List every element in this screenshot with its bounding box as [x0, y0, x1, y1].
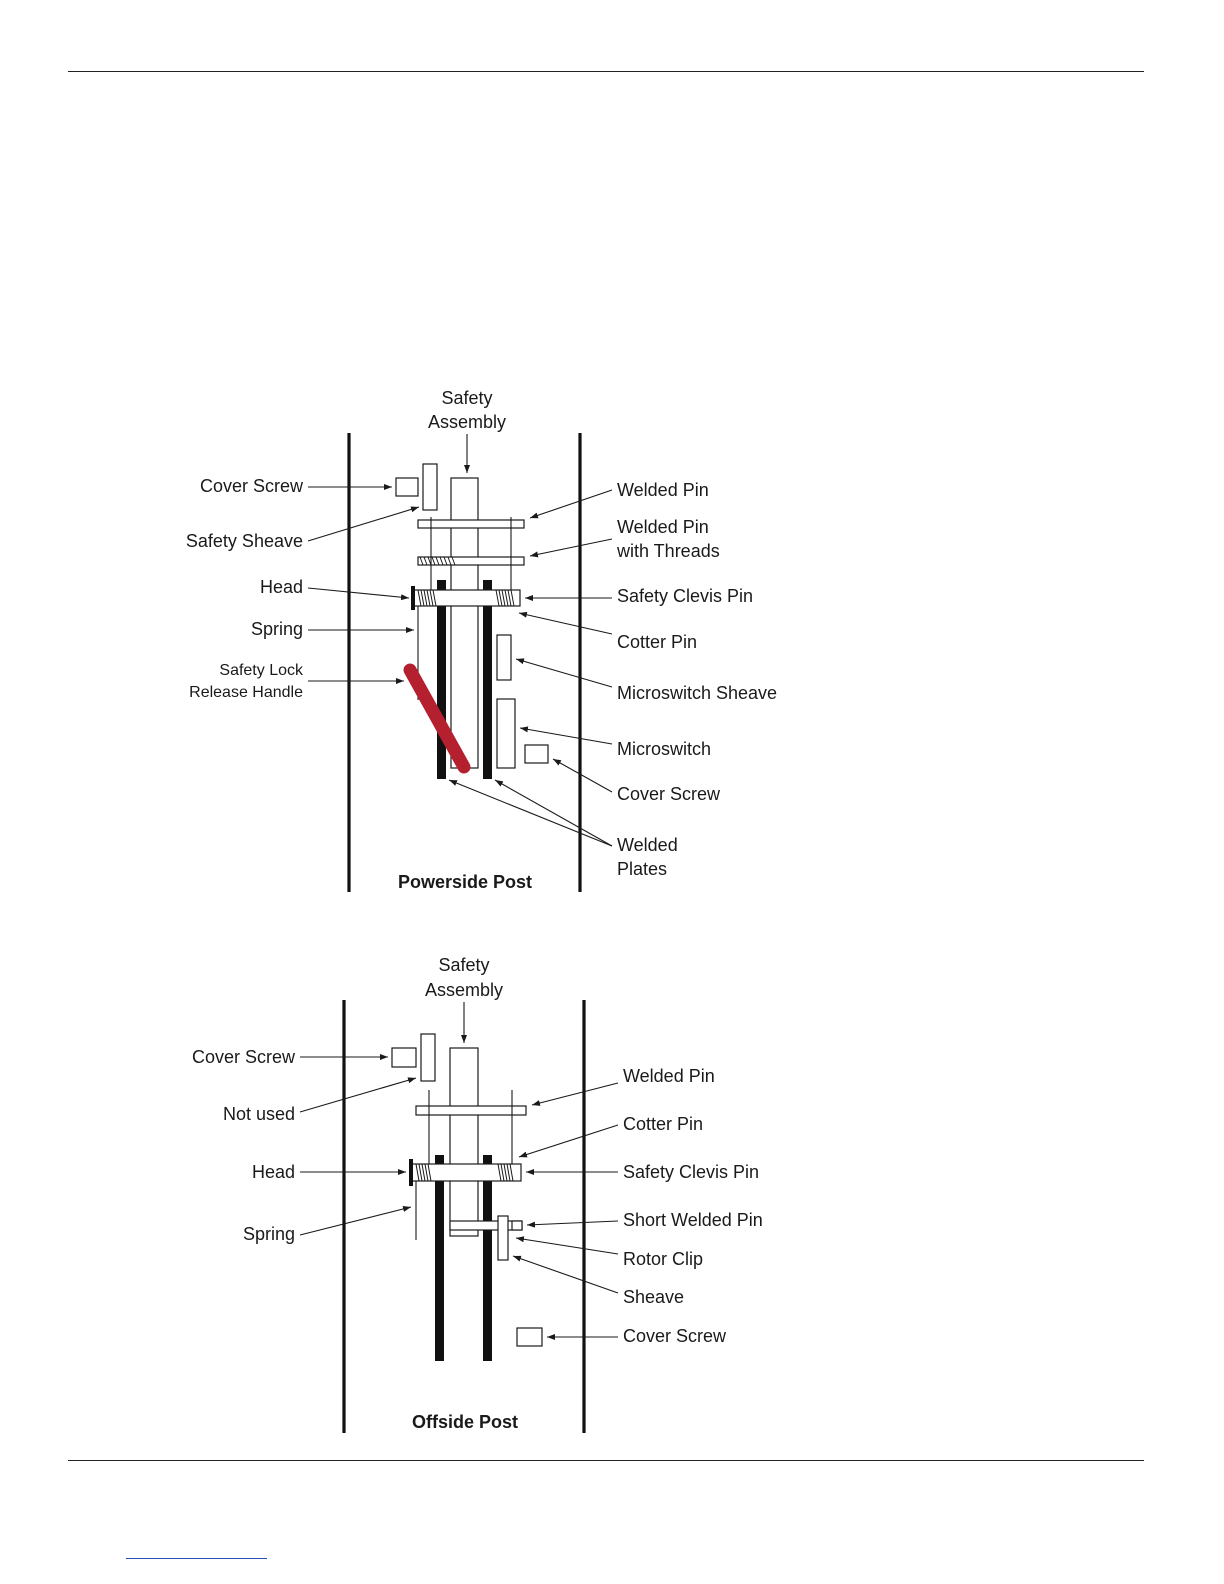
- offside-sheave-label: Sheave: [623, 1287, 685, 1307]
- powerside-post-diagram: [186, 388, 777, 892]
- offside-safety-assembly-bar: [450, 1048, 478, 1236]
- powerside-welded-plates-label-2: Plates: [617, 859, 668, 879]
- powerside-cotter-pin-label: Cotter Pin: [617, 632, 698, 652]
- offside-welded-pin-label: Welded Pin: [623, 1066, 715, 1086]
- offside-cotter-pin-leader: [519, 1125, 618, 1157]
- powerside-microswitch: [497, 699, 515, 768]
- offside-cover-screw-label: Cover Screw: [191, 1047, 295, 1067]
- powerside-cover-screw-right-leader: [553, 759, 612, 792]
- powerside-cover-screw-right-label: Cover Screw: [617, 784, 721, 804]
- powerside-safety-assembly-label-1: Safety: [441, 388, 493, 408]
- offside-sheave: [498, 1216, 508, 1260]
- powerside-release-handle-label-1: Safety Lock: [219, 662, 303, 679]
- offside-safety-assembly-label-1: Safety: [438, 955, 490, 975]
- offside-welded-plate-right: [483, 1155, 492, 1361]
- powerside-welded-pin-label: Welded Pin: [617, 480, 709, 500]
- powerside-microswitch-sheave: [497, 635, 511, 680]
- offside-cotter-pin-label: Cotter Pin: [623, 1114, 704, 1134]
- powerside-safety-sheave-leader: [308, 507, 419, 541]
- powerside-microswitch-sheave-label: Microswitch Sheave: [617, 683, 778, 703]
- powerside-welded-pin-threads-leader: [530, 539, 612, 556]
- powerside-release-handle-label-2: Release Handle: [189, 684, 303, 701]
- powerside-head-leader: [308, 588, 409, 598]
- offside-cover-screw-top: [392, 1048, 416, 1067]
- powerside-welded-pin-leader: [530, 490, 612, 518]
- powerside-welded-plate-right: [483, 580, 492, 779]
- offside-short-welded-pin: [450, 1221, 522, 1230]
- offside-clevis-head: [409, 1159, 413, 1186]
- offside-welded-pin: [416, 1106, 526, 1115]
- powerside-welded-plate-left: [437, 580, 446, 779]
- powerside-safety-assembly-label-2: Assembly: [427, 412, 507, 432]
- offside-post-caption: Offside Post: [411, 1412, 519, 1432]
- offside-unused-sheave: [421, 1034, 435, 1081]
- powerside-microswitch-sheave-leader: [516, 659, 612, 687]
- powerside-microswitch-label: Microswitch: [617, 739, 712, 759]
- offside-safety-assembly-label-2: Assembly: [424, 980, 504, 1000]
- offside-cover-screw-bottom: [517, 1328, 542, 1346]
- powerside-safety-sheave-label: Safety Sheave: [185, 531, 303, 551]
- offside-not-used-leader: [300, 1078, 416, 1112]
- offside-spring-leader: [300, 1207, 411, 1235]
- powerside-welded-pin: [418, 520, 524, 528]
- offside-spring-label: Spring: [242, 1224, 295, 1244]
- powerside-post-caption: Powerside Post: [397, 872, 533, 892]
- powerside-welded-pin-threads-label-1: Welded Pin: [617, 517, 709, 537]
- powerside-welded-pin-threads-label-2: with Threads: [617, 541, 720, 561]
- offside-rotor-clip: [512, 1221, 522, 1230]
- offside-welded-plate-left: [435, 1155, 444, 1361]
- powerside-safety-clevis-pin-label: Safety Clevis Pin: [617, 586, 754, 606]
- powerside-cover-screw-bottom: [525, 745, 548, 763]
- offside-rotor-clip-label: Rotor Clip: [623, 1249, 704, 1269]
- offside-head-label: Head: [251, 1162, 295, 1182]
- powerside-welded-plates-leader-2: [495, 780, 612, 846]
- offside-short-welded-pin-label: Short Welded Pin: [623, 1210, 763, 1230]
- powerside-spring-label: Spring: [250, 619, 303, 639]
- powerside-cotter-pin-leader: [519, 613, 612, 634]
- offside-welded-pin-leader: [532, 1083, 618, 1105]
- offside-safety-clevis-pin-label: Safety Clevis Pin: [623, 1162, 760, 1182]
- offside-not-used-label: Not used: [222, 1104, 295, 1124]
- powerside-welded-plates-label-1: Welded: [617, 835, 678, 855]
- offside-rotor-clip-leader: [516, 1238, 618, 1254]
- offside-short-welded-pin-leader: [527, 1221, 618, 1225]
- powerside-head-label: Head: [259, 577, 303, 597]
- powerside-cover-screw-label: Cover Screw: [199, 476, 303, 496]
- offside-post-diagram: [192, 955, 763, 1433]
- offside-sheave-leader: [513, 1256, 618, 1293]
- powerside-cover-screw-top: [396, 478, 418, 496]
- powerside-clevis-head: [411, 586, 415, 610]
- powerside-welded-plates-leader-1: [449, 780, 612, 846]
- powerside-safety-sheave: [423, 464, 437, 510]
- offside-cover-screw-right-label: Cover Screw: [623, 1326, 727, 1346]
- powerside-microswitch-leader: [520, 728, 612, 744]
